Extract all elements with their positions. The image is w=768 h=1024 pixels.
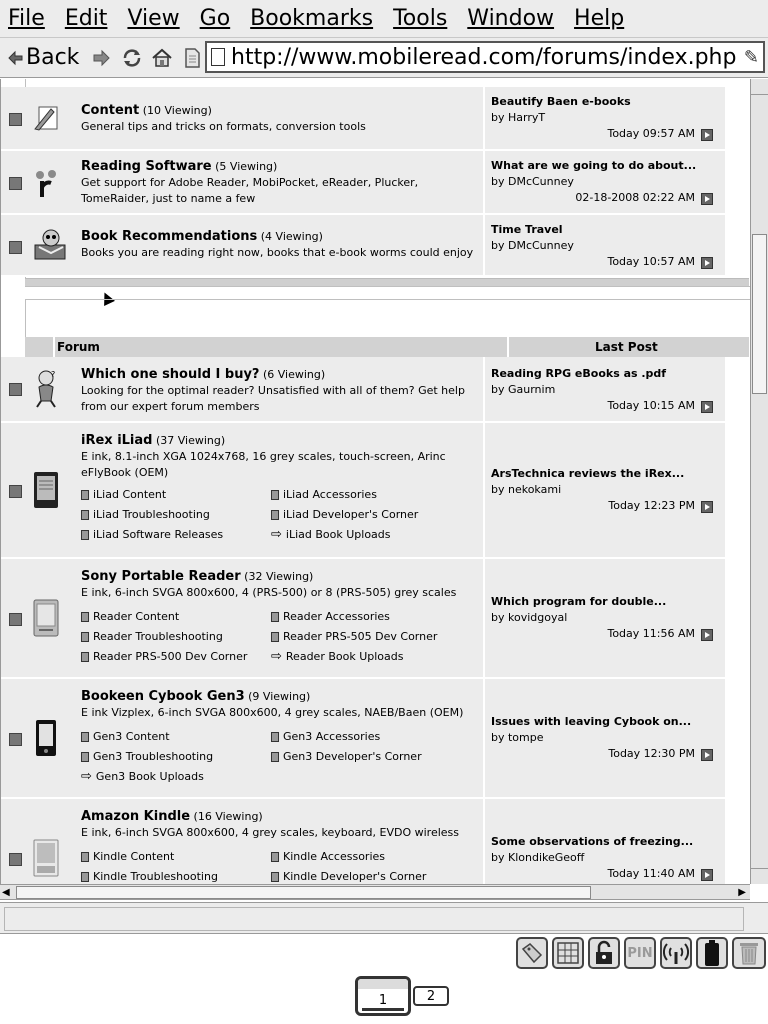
viewing-count: (32 Viewing) [244,570,314,583]
menu-edit[interactable]: Edit [64,6,108,31]
last-post-cell [483,559,723,677]
subforum-link[interactable]: iLiad Troubleshooting [81,507,210,523]
last-post-cell [483,87,723,149]
last-post-author[interactable]: by KlondikeGeoff [491,851,585,864]
document-icon [81,872,89,882]
forum-row [1,87,725,151]
brush-icon[interactable]: ✎ [743,47,759,68]
document-icon [271,612,279,622]
page-content[interactable] [0,79,750,884]
subforum-link[interactable]: iLiad Content [81,487,166,503]
menu-file[interactable]: File [8,6,45,31]
battery-icon [696,937,728,969]
bookworm-icon [31,225,79,269]
tag-icon[interactable] [516,937,548,969]
last-post-time: Today 09:57 AM [607,127,695,140]
pen-document-icon [31,103,79,137]
forum-status-icon [9,177,22,190]
forum-row [1,679,725,799]
url-field[interactable] [205,41,765,73]
last-post-time: Today 10:57 AM [607,255,695,268]
subforum-link[interactable]: Reader Troubleshooting [81,629,223,645]
last-post-cell [483,423,723,557]
forum-description: Books you are reading right now, books that e-book worms could enjoy [81,246,474,259]
page-switcher [0,974,768,1024]
forum-row [1,357,725,423]
menu-bookmarks[interactable]: Bookmarks [250,6,374,31]
subforum-link[interactable]: Gen3 Developer's Corner [271,749,422,765]
subforum-link[interactable]: iLiad Accessories [271,487,377,503]
url-text: http://www.mobileread.com/forums/index.php [231,44,737,70]
menu-window[interactable]: Window [467,6,555,31]
document-icon [81,732,89,742]
forum-status-icon [9,241,22,254]
vertical-scrollbar[interactable] [750,79,768,884]
last-post-title[interactable]: Which program for double... [491,595,667,608]
document-icon [81,632,89,642]
kindle-device-icon [31,839,79,881]
table-header [25,337,749,357]
page-tab-1[interactable]: 1 [355,976,411,1016]
horizontal-scrollbar[interactable] [0,884,750,900]
column-forum: Forum [57,340,100,354]
cybook-device-icon [31,719,79,761]
viewing-count: (10 Viewing) [142,104,212,117]
forum-status-icon [9,383,22,396]
forum-title[interactable]: Book Recommendations [81,229,258,244]
forum-title[interactable]: Sony Portable Reader [81,569,241,584]
last-post-cell [483,799,723,884]
svg-text:?: ? [51,370,56,379]
last-post-title[interactable]: What are we going to do about... [491,159,697,172]
back-label: Back [26,45,80,70]
document-icon [81,652,89,662]
forum-description: General tips and tricks on formats, conversion tools [81,120,366,133]
last-post-time: Today 11:56 AM [607,627,695,640]
viewing-count: (4 Viewing) [260,230,323,243]
menu-help[interactable]: Help [574,6,625,31]
document-icon [271,510,279,520]
forum-description: Get support for Adobe Reader, MobiPocket, eReader, Plucker, TomeRaider, just to name a few [81,176,419,205]
wireless-icon[interactable] [660,937,692,969]
thinker-icon [31,369,79,413]
iliad-device-icon [31,471,79,513]
last-post-cell [483,357,723,421]
forum-title[interactable]: Content [81,103,140,118]
last-post-author[interactable]: by HarryT [491,111,546,124]
status-field [4,907,744,931]
scroll-down-icon[interactable] [751,868,768,884]
go-to-post-icon[interactable] [701,869,713,881]
subforum-link[interactable]: Reader Accessories [271,609,390,625]
viewing-count: (16 Viewing) [193,810,263,823]
last-post-time: 02-18-2008 02:22 AM [575,191,695,204]
menu-view[interactable]: View [127,6,180,31]
subforum-link[interactable]: ⇨ Gen3 Book Uploads [81,769,204,784]
forum-description: E ink, 6-inch SVGA 800x600, 4 grey scales, keyboard, EVDO wireless [81,826,459,839]
forum-status-icon [9,613,22,626]
last-post-time: Today 11:40 AM [607,867,695,880]
pin-button[interactable] [624,937,656,969]
home-icon[interactable] [151,47,173,69]
go-to-post-icon[interactable] [701,501,713,513]
document-icon [81,510,89,520]
document-icon [81,490,89,500]
subforum-link[interactable]: iLiad Developer's Corner [271,507,418,523]
forum-status-icon [9,853,22,866]
section-footer [25,278,749,286]
document-icon [271,490,279,500]
subforum-link[interactable]: ⇨ iLiad Book Uploads [271,527,391,542]
forum-description: Looking for the optimal reader? Unsatisfied with all of them? Get help from our expert forum members [81,384,465,413]
redirect-arrow-icon: ⇨ [271,527,282,542]
go-to-post-icon[interactable] [701,629,713,641]
last-post-author[interactable]: by Gaurnim [491,383,556,396]
last-post-title[interactable]: Issues with leaving Cybook on... [491,715,692,728]
back-button[interactable] [8,45,79,70]
last-post-title[interactable]: ArsTechnica reviews the iRex... [491,467,685,480]
last-post-author[interactable]: by tompe [491,731,544,744]
keyboard-icon[interactable] [552,937,584,969]
forum-row [1,215,725,277]
subforum-link[interactable]: ⇨ Reader Book Uploads [271,649,404,664]
page-icon[interactable] [181,47,203,69]
last-post-title[interactable]: Reading RPG eBooks as .pdf [491,367,667,380]
viewing-count: (37 Viewing) [155,434,226,447]
forum-title[interactable]: Which one should I buy? [81,367,260,382]
scroll-up-icon[interactable] [751,79,768,95]
vertical-scroll-thumb[interactable] [752,234,767,394]
last-post-title[interactable]: Beautify Baen e-books [491,95,631,108]
subforum-link[interactable]: Gen3 Accessories [271,729,380,745]
lock-icon[interactable] [588,937,620,969]
subforum-link[interactable]: Reader Content [81,609,179,625]
document-icon [271,732,279,742]
go-to-post-icon[interactable] [701,749,713,761]
forum-description: E ink, 6-inch SVGA 800x600, 4 (PRS-500) or 8 (PRS-505) grey scales [81,586,457,599]
last-post-author[interactable]: by kovidgoyal [491,611,568,624]
viewing-count: (6 Viewing) [262,368,326,381]
forum-title[interactable]: Amazon Kindle [81,809,191,824]
back-arrow-icon [8,50,24,66]
pin-label: PIN [627,945,653,961]
forum-row [1,151,725,215]
trash-icon[interactable] [732,937,766,969]
document-icon [81,852,89,862]
document-icon [271,632,279,642]
redirect-arrow-icon: ⇨ [81,769,92,784]
forum-description: E ink Vizplex, 6-inch SVGA 800x600, 4 grey scales, NAEB/Baen (OEM) [81,706,464,719]
redirect-arrow-icon: ⇨ [271,649,282,664]
forum-row [1,799,725,884]
sony-reader-icon [31,599,79,641]
subforum-link[interactable]: Kindle Developer's Corner [271,869,426,884]
menu-bar [0,0,768,38]
last-post-author[interactable]: by nekokami [491,483,562,496]
last-post-title[interactable]: Some observations of freezing... [491,835,694,848]
subforum-link[interactable]: Reader PRS-505 Dev Corner [271,629,437,645]
column-last-post: Last Post [595,340,658,354]
last-post-cell [483,151,723,213]
forum-row [1,559,725,679]
last-post-cell [483,215,723,275]
scroll-left-icon[interactable]: ◀ [2,887,10,898]
subforum-link[interactable]: Reader PRS-500 Dev Corner [81,649,247,665]
subforum-link[interactable]: Kindle Troubleshooting [81,869,218,884]
subforum-link[interactable]: Gen3 Troubleshooting [81,749,213,765]
forum-title[interactable]: iRex iLiad [81,433,153,448]
document-icon [81,530,89,540]
reader-logo-icon [31,167,79,205]
last-post-author[interactable]: by DMcCunney [491,175,574,188]
scroll-right-icon[interactable]: ▶ [738,887,746,898]
go-to-post-icon[interactable] [701,129,713,141]
navigation-toolbar [0,38,768,78]
go-to-post-icon[interactable] [701,401,713,413]
forum-description: E ink, 8.1-inch XGA 1024x768, 16 grey scales, touch-screen, Arinc eFlyBook (OEM) [81,450,446,479]
last-post-time: Today 12:23 PM [608,499,695,512]
horizontal-scroll-thumb[interactable] [16,886,591,899]
document-icon [271,752,279,762]
document-icon [81,612,89,622]
forum-title[interactable]: Reading Software [81,159,212,174]
forum-status-icon [9,733,22,746]
forward-icon[interactable] [91,47,113,69]
document-icon [271,852,279,862]
last-post-cell [483,679,723,797]
last-post-title[interactable]: Time Travel [491,223,563,236]
go-to-post-icon[interactable] [701,193,713,205]
menu-tools[interactable]: Tools [393,6,448,31]
last-post-time: Today 10:15 AM [607,399,695,412]
subforum-link[interactable]: Kindle Content [81,849,174,865]
document-icon [211,48,225,66]
document-icon [271,872,279,882]
subforum-link[interactable]: Gen3 Content [81,729,170,745]
menu-go[interactable]: Go [199,6,231,31]
forum-title[interactable]: Bookeen Cybook Gen3 [81,689,245,704]
page-tab-2[interactable]: 2 [413,986,449,1006]
device-toolbar [0,936,768,1024]
last-post-time: Today 12:30 PM [608,747,695,760]
last-post-author[interactable]: by DMcCunney [491,239,574,252]
document-icon [81,752,89,762]
forum-row [1,423,725,559]
status-bar [0,902,768,934]
forum-status-icon [9,485,22,498]
subforum-link[interactable]: Kindle Accessories [271,849,385,865]
forum-status-icon [9,113,22,126]
viewing-count: (5 Viewing) [215,160,278,173]
viewing-count: (9 Viewing) [248,690,311,703]
subforum-link[interactable]: iLiad Software Releases [81,527,223,543]
reload-icon[interactable] [121,47,143,69]
go-to-post-icon[interactable] [701,257,713,269]
